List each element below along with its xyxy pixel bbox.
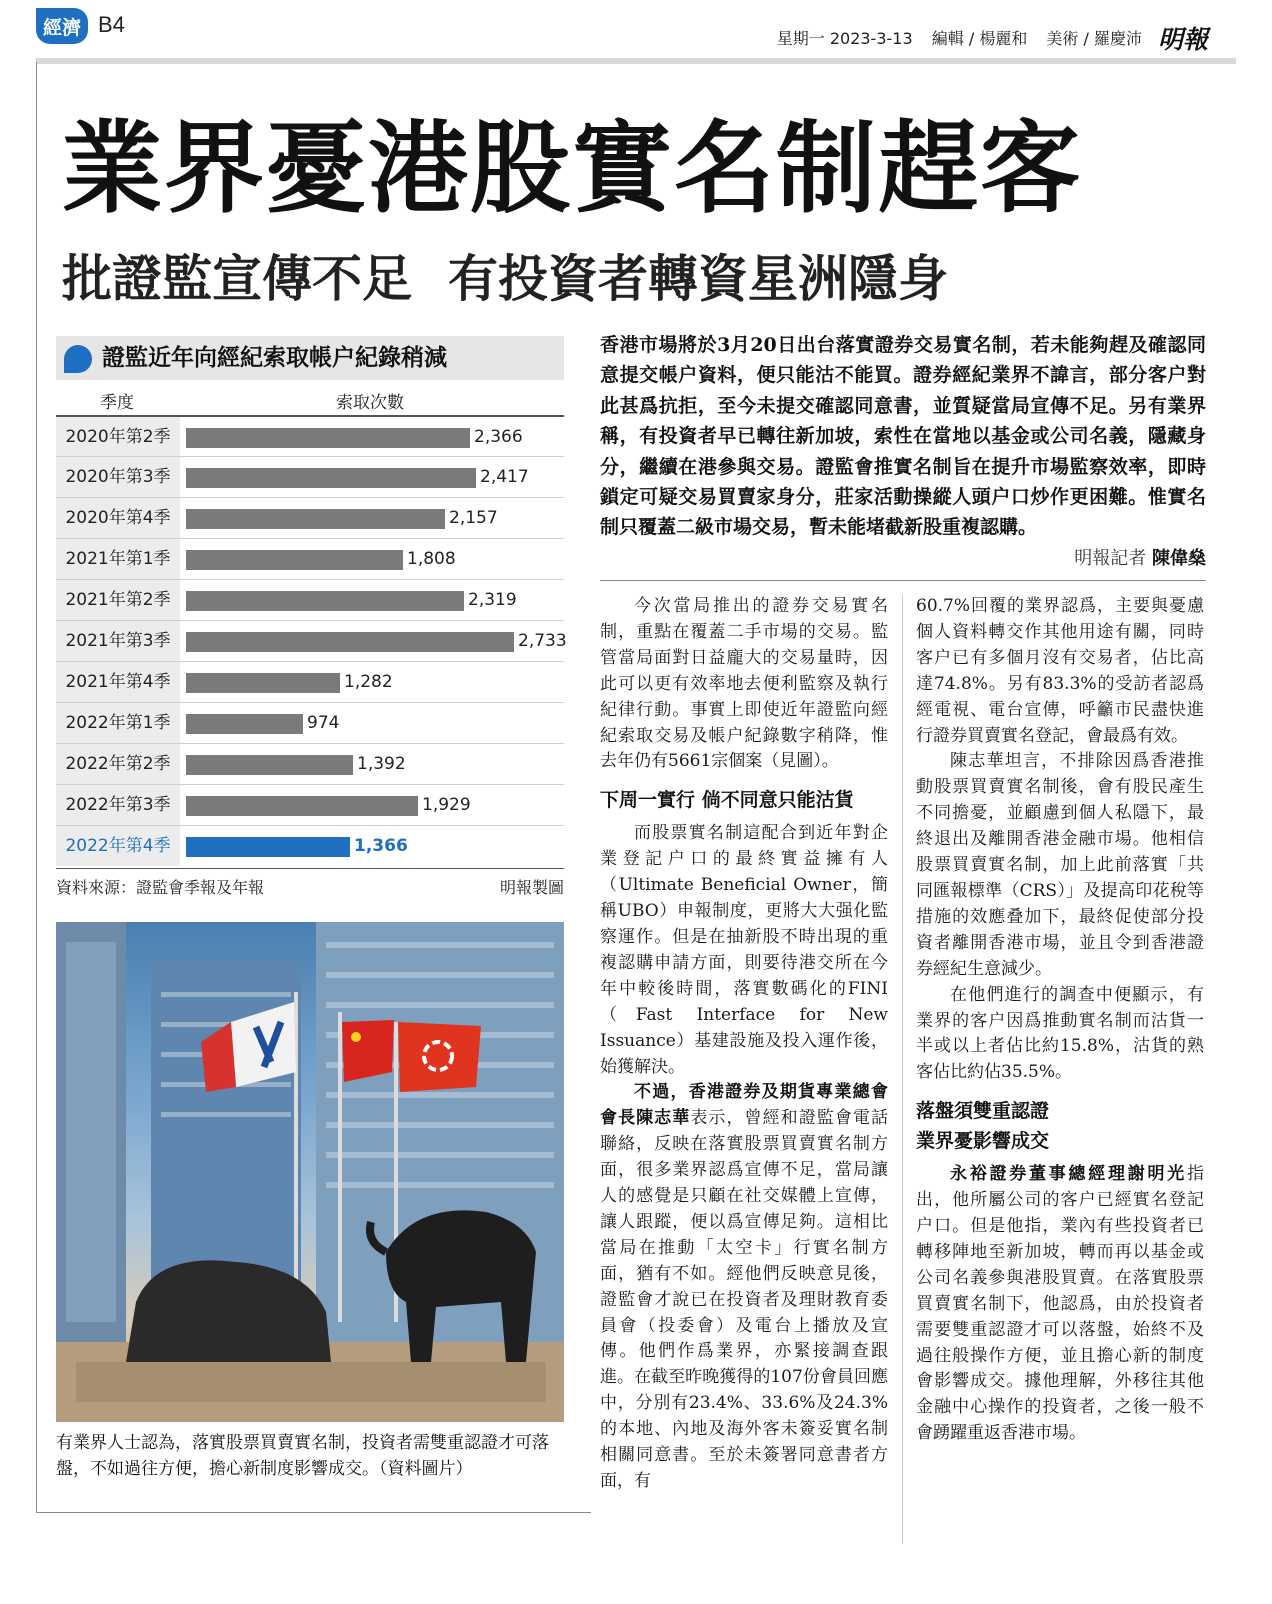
chart-row bbox=[56, 784, 564, 825]
masthead-meta bbox=[763, 26, 1142, 49]
category-label: 2022年第4季 bbox=[56, 826, 180, 866]
art-credit: 美術 / 羅慶沛 bbox=[1046, 29, 1142, 48]
body-text: 指出，他所屬公司的客户已經實名登記户口。但是他指，業內有些投資者已轉移陣地至新加坡，轉而再以基金或公司名義參與港股買賣。在落實股票買賣實名制下，他認爲，由於投資者需要雙重認證才可以落盤，始終不及過往般操作方便，並且擔心新的制度會影響成交。據他理解，外移往其他金融中心操作的投資者，之後一般不會踴躍重返香港市場。 bbox=[916, 1164, 1204, 1444]
category-label: 2022年第3季 bbox=[56, 785, 180, 825]
body-paragraph: 在他們進行的調查中便顯示，有業界的客户因爲推動實名制而沽貨一半或以上者佔比約15.8%，沽貨的熟客佔比約佔35.5%。 bbox=[916, 984, 1204, 1083]
bar-value-label: 2,366 bbox=[474, 427, 523, 447]
bar-chart bbox=[56, 336, 567, 901]
chart-bar bbox=[186, 550, 403, 570]
hk-flag bbox=[398, 1022, 481, 1092]
chart-bar bbox=[186, 714, 303, 734]
section-heading-line-1: 落盤須雙重認證 bbox=[916, 1100, 1050, 1123]
body-paragraph: 陳志華坦言，不排除因爲香港推動股票買賣實名制後，會有股民產生不同擔憂，並顧慮到個人私隱下，最終退出及離開香港金融市場。他相信股票買賣實名制，加上此前落實「共同匯報標準（CRS）」及提高印花稅等措施的效應叠加下，最終促使部分投資者離開香港市場，並且令到香港證券經紀生意減少。 bbox=[916, 751, 1204, 979]
body-paragraph: 60.7%回覆的業界認爲，主要與憂慮個人資料轉交作其他用途有關，同時客户已有多個月沒有交易者，佔比高達74.8%。另有83.3%的受訪者認爲經電視、電台宣傳，呼籲市民盡快進行證券買賣實名登記，會最爲有效。 bbox=[916, 596, 1204, 746]
section-badge: 經濟 bbox=[36, 8, 88, 44]
chart-bar bbox=[186, 837, 350, 857]
bar-value-label: 2,157 bbox=[449, 508, 498, 528]
chart-x-label: 季度 bbox=[100, 393, 134, 413]
chart-footer bbox=[56, 868, 564, 898]
chart-rows bbox=[56, 415, 567, 866]
china-flag bbox=[342, 1020, 394, 1082]
chart-y-label: 索取次數 bbox=[336, 393, 404, 413]
body-paragraph: 而股票實名制這配合到近年對企業登記户口的最終實益擁有人（Ultimate Beneficial Owner，簡稱UBO）申報制度，更將大大强化監察運作。但是在抽新股不時出現的重複認購申請方面，則要待港交所在今年中較後時間，落實數碼化的FINI（Fast Interface for New Issuance）基建設施及投入運作後，始獲解決。 bbox=[600, 823, 888, 1077]
body-text: 表示，曾經和證監會電話聯絡，反映在落實股票買賣實名制方面，很多業界認爲宣傳不足，當局讓人的感覺是只顧在社交媒體上宣傳，讓人跟蹤，便以爲宣傳足夠。這相比當局在推動「太空卡」行實名制方面，猶有不如。經他們反映意見後，證監會才說已在投資者及理財教育委員會（投委會）及電台上播放及宣傳。他們作爲業界，亦緊接調查跟進。在截至昨晚獲得的107份會員回應中，分別有23.4%、33.6%及24.3%的本地、內地及海外客未簽妥實名制相關同意書。至於未簽署同意書者方面，有 bbox=[600, 1108, 889, 1491]
statue-plinth bbox=[76, 1362, 546, 1402]
chart-bar bbox=[186, 509, 445, 529]
bold-lead: 永裕證券董事總經理謝明光 bbox=[950, 1164, 1187, 1185]
chart-source: 資料來源：證監會季報及年報 bbox=[56, 878, 265, 897]
photo-caption: 有業界人士認為，落實股票買賣實名制，投資者需雙重認證才可落盤，不如過往方便，擔心新制度影響成交。（資料圖片） bbox=[56, 1433, 549, 1479]
chart-credit: 明報製圖 bbox=[499, 878, 564, 897]
bar-value-label: 1,366 bbox=[354, 836, 408, 856]
chart-bar bbox=[186, 632, 514, 652]
bar-value-label: 2,417 bbox=[480, 467, 529, 487]
body-paragraph: 今次當局推出的證券交易實名制，重點在覆蓋二手市場的交易。監管當局面對日益龐大的交易量時，因此可以更有效率地去便利監察及執行紀律行動。事實上即使近年證監向經紀索取交易及帳户紀錄數字稍降，惟去年仍有5661宗個案（見圖）。 bbox=[600, 596, 888, 772]
category-label: 2020年第2季 bbox=[56, 417, 180, 457]
bar-value-label: 2,319 bbox=[468, 590, 517, 610]
headline: 業界憂港股實名制趕客 bbox=[62, 109, 1082, 227]
body-paragraph bbox=[916, 1162, 1204, 1447]
column-divider bbox=[600, 580, 1206, 581]
section-heading bbox=[916, 1096, 1204, 1156]
article-column-1 bbox=[600, 594, 888, 1495]
flag-pole-2 bbox=[338, 1012, 342, 1322]
subheadline bbox=[62, 248, 1222, 310]
body-paragraph bbox=[600, 1080, 888, 1495]
building-left-glass bbox=[66, 942, 116, 1322]
byline-prefix: 明報記者 bbox=[1074, 548, 1147, 569]
chart-bar bbox=[186, 468, 476, 488]
subhead-part-1: 批證監宣傳不足 bbox=[62, 250, 412, 308]
bar-value-label: 974 bbox=[307, 713, 340, 733]
bar-value-label: 1,282 bbox=[344, 672, 393, 692]
chart-row bbox=[56, 538, 564, 579]
chart-row bbox=[56, 825, 564, 866]
page-header bbox=[0, 0, 1272, 60]
chart-title: 證監近年向經紀索取帳户紀錄稍減 bbox=[102, 344, 447, 371]
header-rule bbox=[36, 58, 1236, 64]
chart-row bbox=[56, 579, 564, 620]
news-photo bbox=[56, 922, 564, 1422]
bar-value-label: 1,929 bbox=[422, 795, 471, 815]
subhead-part-2: 有投資者轉資星洲隱身 bbox=[448, 250, 948, 308]
category-label: 2022年第2季 bbox=[56, 744, 180, 784]
byline-name: 陳偉燊 bbox=[1152, 548, 1206, 569]
section-heading-line-2: 業界憂影響成交 bbox=[916, 1130, 1050, 1153]
chart-title-bar bbox=[56, 336, 564, 380]
bar-value-label: 1,392 bbox=[357, 754, 406, 774]
china-flag-star bbox=[351, 1032, 361, 1042]
issue-date: 星期一 2023-3-13 bbox=[776, 29, 913, 48]
chart-bar bbox=[186, 755, 353, 775]
page-number: B4 bbox=[98, 12, 125, 37]
section-heading: 下周一實行 倘不同意只能沽貨 bbox=[600, 789, 854, 812]
chart-row bbox=[56, 743, 564, 784]
chart-bar bbox=[186, 796, 418, 816]
chart-row bbox=[56, 661, 564, 702]
chart-row bbox=[56, 456, 564, 497]
bar-value-label: 2,733 bbox=[518, 631, 567, 651]
left-margin-rule bbox=[36, 62, 37, 1512]
bar-value-label: 1,808 bbox=[407, 549, 456, 569]
byline bbox=[600, 544, 1206, 570]
category-label: 2021年第3季 bbox=[56, 621, 180, 661]
column-separator bbox=[902, 594, 903, 1544]
chart-row bbox=[56, 620, 567, 661]
chart-row bbox=[56, 415, 564, 456]
chart-row bbox=[56, 702, 564, 743]
category-label: 2020年第3季 bbox=[56, 457, 180, 497]
speech-bubble-icon bbox=[64, 345, 92, 373]
category-label: 2021年第1季 bbox=[56, 539, 180, 579]
category-label: 2022年第1季 bbox=[56, 703, 180, 743]
photo-illustration bbox=[56, 922, 564, 1422]
editor-credit: 編輯 / 楊麗和 bbox=[931, 29, 1028, 48]
category-label: 2021年第2季 bbox=[56, 580, 180, 620]
category-label: 2021年第4季 bbox=[56, 662, 180, 702]
article-column-2 bbox=[916, 594, 1204, 1447]
bold-lead: 不過，香港證券及期貨專業總會會長陳志華 bbox=[600, 1082, 888, 1129]
chart-bar bbox=[186, 673, 340, 693]
chart-row bbox=[56, 497, 564, 538]
chart-bar bbox=[186, 428, 470, 448]
newspaper-logo: 明報 bbox=[1157, 25, 1208, 54]
chart-bar bbox=[186, 591, 464, 611]
bottom-rule bbox=[36, 1512, 591, 1513]
category-label: 2020年第4季 bbox=[56, 498, 180, 538]
lede-paragraph: 香港市場將於3月20日出台落實證券交易實名制，若未能夠趕及確認同意提交帳户資料，便只能沽不能買。證券經紀業界不諱言，部分客户對此甚爲抗拒，至今未提交確認同意書，並質疑當局宣傳不足。另有業界稱，有投資者早已轉往新加坡，索性在當地以基金或公司名義，隱藏身分，繼續在港參與交易。證監會推實名制旨在提升市場監察效率，即時鎖定可疑交易買賣家身分，莊家活動操縱人頭户口炒作更困難。惟實名制只覆蓋二級市場交易，暫未能堵截新股重複認購。 bbox=[600, 334, 1206, 539]
